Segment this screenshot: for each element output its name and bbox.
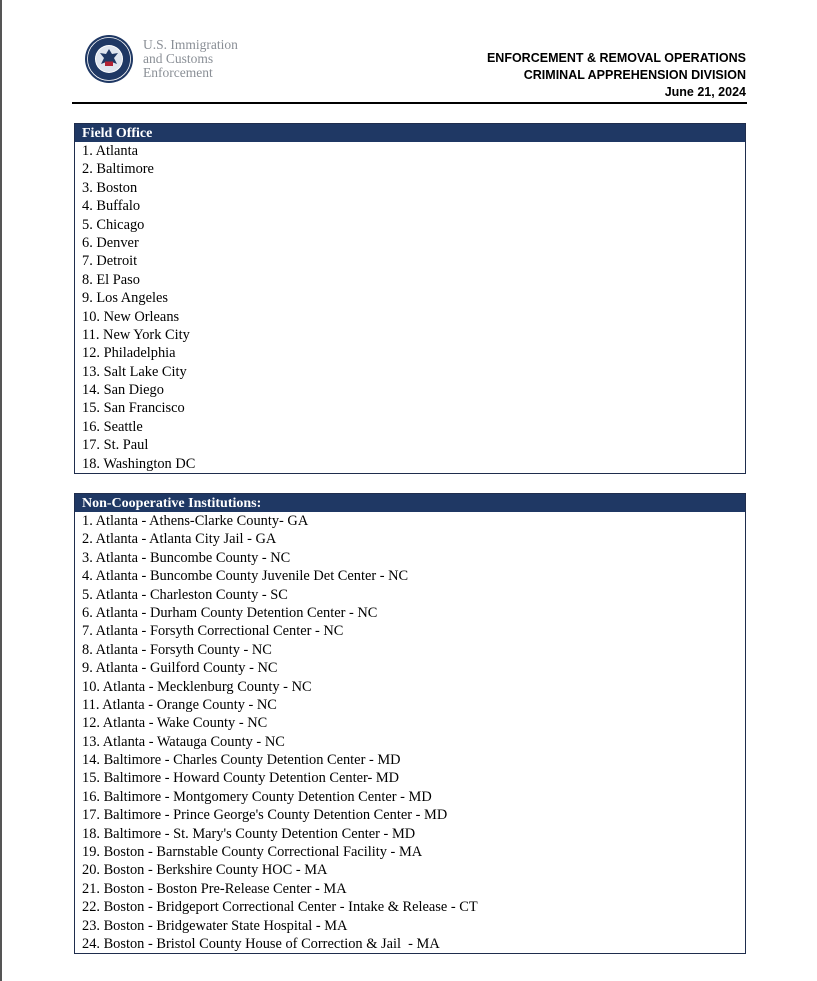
field-office-table: [74, 123, 746, 474]
list-item: 1. Atlanta: [82, 143, 138, 159]
document-date: June 21, 2024: [664, 85, 746, 99]
list-item: 11. New York City: [82, 326, 190, 343]
list-item: 21. Boston - Boston Pre-Release Center - MA: [82, 880, 347, 897]
list-item: 23. Boston - Bridgewater State Hospital - MA: [82, 917, 348, 934]
list-item: 22. Boston - Bridgeport Correctional Center - Intake & Release - CT: [82, 899, 478, 916]
list-item: 17. St. Paul: [82, 437, 149, 454]
list-item: 3. Atlanta - Buncombe County - NC: [82, 549, 291, 566]
non-cooperative-table: [74, 493, 746, 954]
list-item: 18. Baltimore - St. Mary's County Detention Center - MD: [82, 825, 416, 842]
agency-line-2: and Customs: [143, 51, 214, 66]
division-line-2: CRIMINAL APPREHENSION DIVISION: [523, 68, 746, 82]
list-item: 2. Baltimore: [82, 161, 154, 178]
list-item: 8. El Paso: [82, 271, 140, 288]
list-item: 9. Atlanta - Guilford County - NC: [82, 660, 278, 677]
dhs-seal-icon: [84, 34, 134, 84]
list-item: 11. Atlanta - Orange County - NC: [82, 696, 277, 713]
non-cooperative-list: [75, 512, 745, 953]
agency-logo: [84, 34, 238, 84]
list-item: 16. Seattle: [82, 418, 143, 435]
list-item: 1. Atlanta - Athens-Clarke County- GA: [82, 513, 309, 529]
agency-line-3: Enforcement: [143, 65, 213, 80]
list-item: 6. Denver: [82, 234, 139, 251]
list-item: 10. Atlanta - Mecklenburg County - NC: [82, 678, 312, 695]
list-item: 15. San Francisco: [82, 400, 185, 417]
list-item: 3. Boston: [82, 179, 138, 196]
list-item: 7. Atlanta - Forsyth Correctional Center - NC: [82, 623, 344, 640]
list-item: 7. Detroit: [82, 253, 138, 270]
list-item: 8. Atlanta - Forsyth County - NC: [82, 641, 272, 658]
agency-line-1: U.S. Immigration: [143, 37, 238, 52]
list-item: 9. Los Angeles: [82, 290, 168, 307]
non-cooperative-header: Non-Cooperative Institutions:: [75, 494, 745, 512]
list-item: 5. Chicago: [82, 216, 145, 233]
list-item: 2. Atlanta - Atlanta City Jail - GA: [82, 531, 277, 548]
division-line-1: ENFORCEMENT & REMOVAL OPERATIONS: [486, 51, 746, 65]
list-item: 24. Boston - Bristol County House of Correction & Jail - MA: [82, 935, 440, 952]
field-office-header: Field Office: [75, 124, 745, 142]
field-office-list: [75, 142, 745, 473]
list-item: 12. Philadelphia: [82, 345, 176, 362]
list-item: 20. Boston - Berkshire County HOC - MA: [82, 862, 328, 879]
header-divider: [72, 102, 747, 104]
list-item: 5. Atlanta - Charleston County - SC: [82, 586, 288, 603]
list-item: 10. New Orleans: [82, 308, 180, 325]
list-item: 13. Salt Lake City: [82, 363, 187, 380]
list-item: 17. Baltimore - Prince George's County Detention Center - MD: [82, 807, 448, 824]
list-item: 14. San Diego: [82, 382, 164, 399]
list-item: 19. Boston - Barnstable County Correctional Facility - MA: [82, 844, 423, 861]
page-edge-line: [0, 0, 2, 981]
list-item: 18. Washington DC: [82, 455, 196, 472]
list-item: 13. Atlanta - Watauga County - NC: [82, 733, 285, 750]
list-item: 4. Atlanta - Buncombe County Juvenile Det Center - NC: [82, 568, 409, 585]
list-item: 4. Buffalo: [82, 198, 141, 215]
list-item: 15. Baltimore - Howard County Detention Center- MD: [82, 770, 400, 787]
list-item: 6. Atlanta - Durham County Detention Center - NC: [82, 604, 378, 621]
list-item: 12. Atlanta - Wake County - NC: [82, 715, 268, 732]
division-header: [487, 50, 746, 101]
list-item: 16. Baltimore - Montgomery County Detention Center - MD: [82, 788, 432, 805]
agency-name: [143, 38, 238, 80]
list-item: 14. Baltimore - Charles County Detention Center - MD: [82, 752, 401, 769]
